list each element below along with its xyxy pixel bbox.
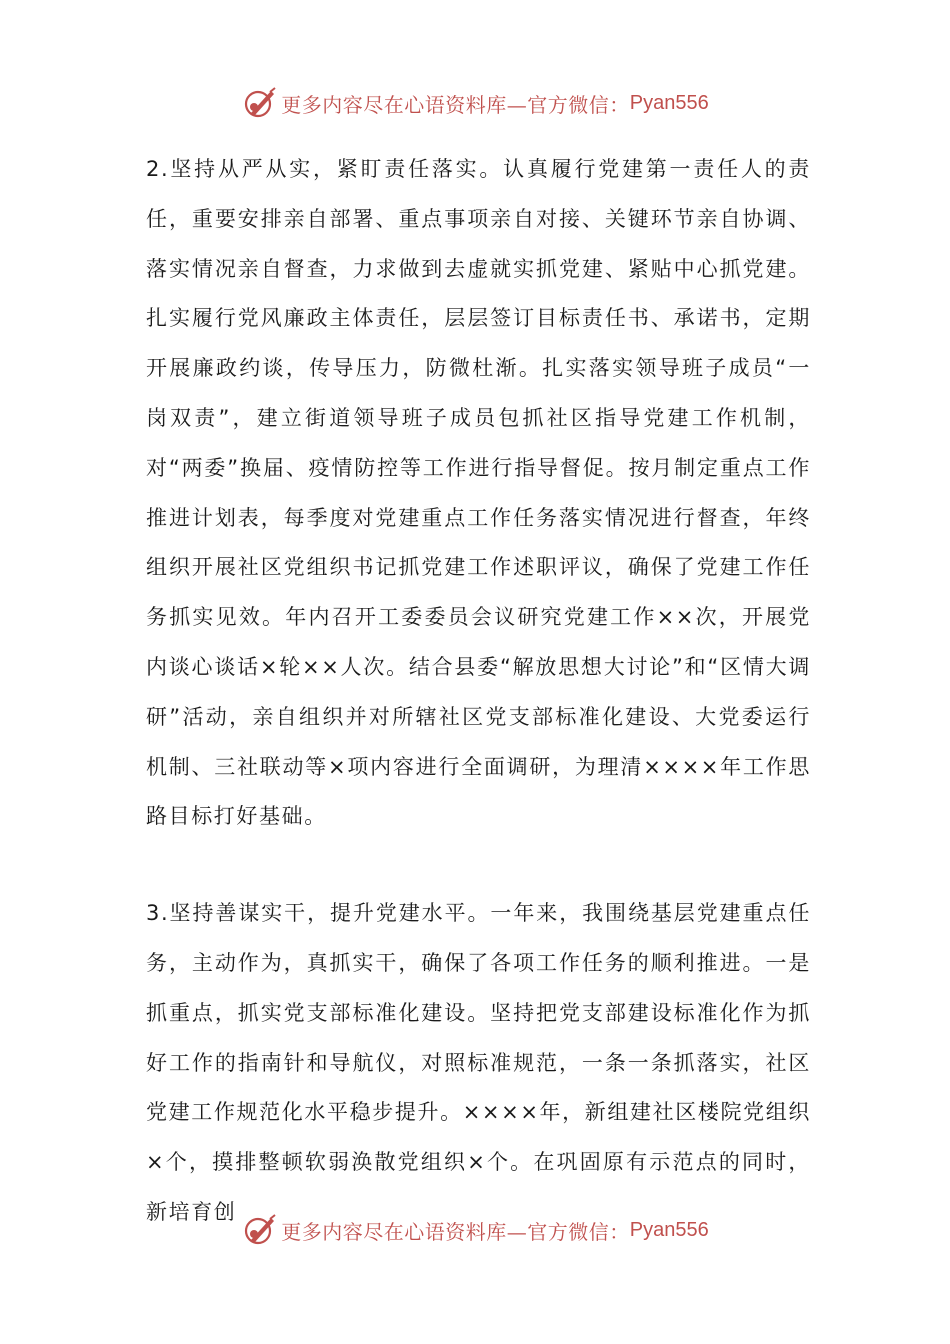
footer-watermark xyxy=(0,1210,950,1250)
paragraph-3: 3.坚持善谋实干，提升党建水平。一年来，我围绕基层党建重点任务，主动作为，真抓实干，确保了各项工作任务的顺利推进。一是抓重点，抓实党支部标准化建设。坚持把党支部建设标准化作为抓好工作的指南针和导航仪，对照标准规范，一条一条抓落实，社区党建工作规范化水平稳步提升。××××年，新组建社区楼院党组织×个，摸排整顿软弱涣散党组织×个。在巩固原有示范点的同时，新培育创 xyxy=(146,901,811,1224)
paragraph-2: 2.坚持从严从实，紧盯责任落实。认真履行党建第一责任人的责任，重要安排亲自部署、重点事项亲自对接、关键环节亲自协调、落实情况亲自督查，力求做到去虚就实抓党建、紧贴中心抓党建。扎实履行党风廉政主体责任，层层签订目标责任书、承诺书，定期开展廉政约谈，传导压力，防微杜渐。扎实落实领导班子成员“一岗双责”，建立街道领导班子成员包抓社区指导党建工作机制，对“两委”换届、疫情防控等工作进行指导督促。按月制定重点工作推进计划表，每季度对党建重点工作任务落实情况进行督查，年终组织开展社区党组织书记抓党建工作述职评议，确保了党建工作任务抓实见效。年内召开工委委员会议研究党建工作××次，开展党内谈心谈话×轮××人次。结合县委“解放思想大讨论”和“区情大调研”活动，亲自组织并对所辖社区党支部标准化建设、大党委运行机制、三社联动等×项内容进行全面调研，为理清××××年工作思路目标打好基础。 xyxy=(146,157,811,829)
document-body xyxy=(146,145,811,1238)
watermark-text: 更多内容尽在心语资料库—官方微信： xyxy=(281,92,630,117)
header-watermark xyxy=(0,83,950,123)
quill-pen-circle-icon xyxy=(241,85,277,121)
watermark-wechat-id: Pyan556 xyxy=(629,1218,709,1241)
quill-pen-circle-icon xyxy=(241,1212,277,1248)
watermark-wechat-id: Pyan556 xyxy=(629,91,709,114)
watermark-text: 更多内容尽在心语资料库—官方微信： xyxy=(281,1219,630,1244)
